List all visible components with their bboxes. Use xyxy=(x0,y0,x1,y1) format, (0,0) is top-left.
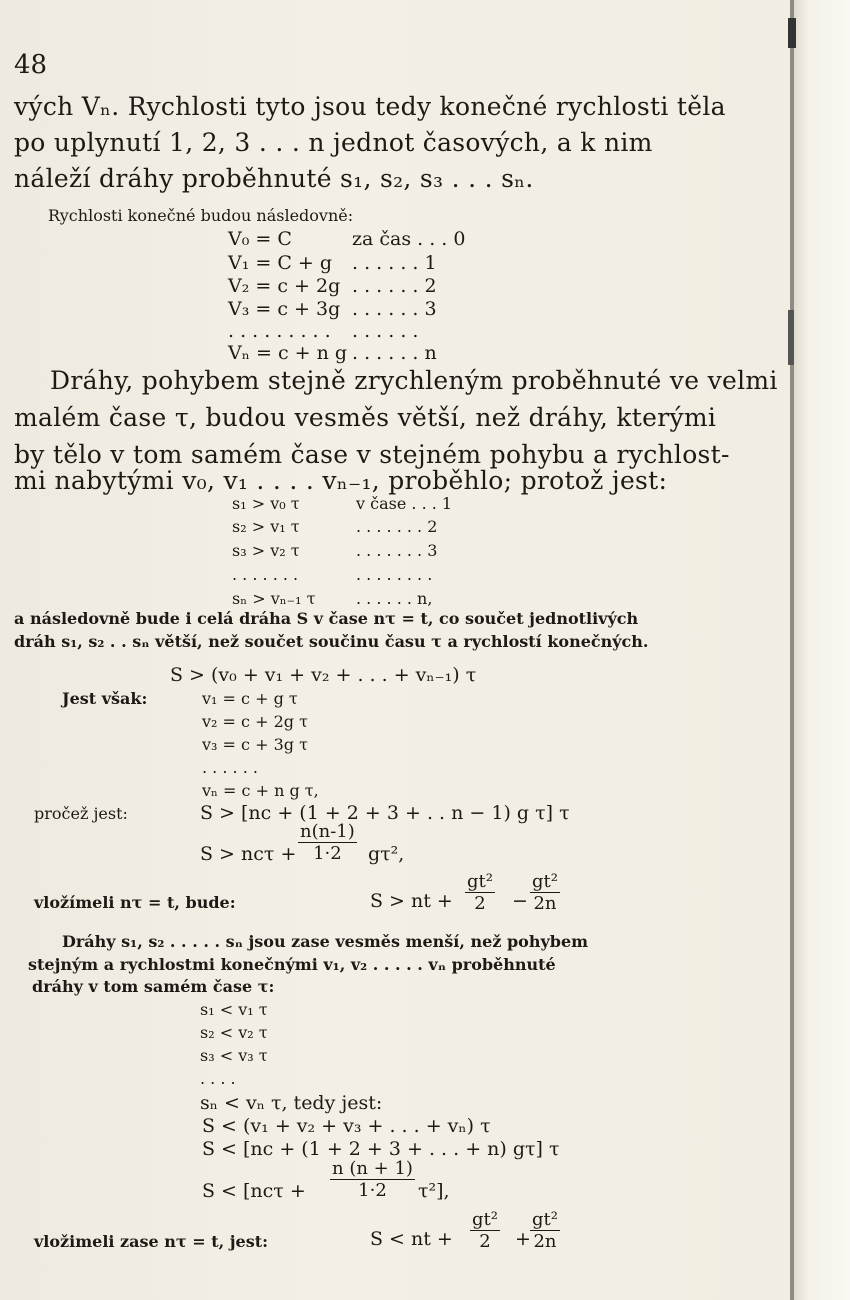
fraction xyxy=(470,1209,500,1252)
binding-mark xyxy=(788,18,796,48)
equation-lhs: S < nt + xyxy=(370,1228,453,1250)
sum-inequality: S > (v₀ + v₁ + v₂ + . . . + vₙ₋₁) τ xyxy=(170,664,477,686)
fraction xyxy=(330,1158,415,1201)
operator: − xyxy=(512,890,528,912)
text-line: a následovně bude i celá dráha S v čase nτ = t, co součet jednotlivých xyxy=(14,609,639,628)
fraction-lhs: S < [ncτ + xyxy=(202,1180,306,1202)
fraction xyxy=(465,871,495,914)
fraction xyxy=(530,1209,560,1252)
fraction-numerator: n(n-1) xyxy=(300,821,355,842)
fraction xyxy=(530,871,560,914)
velocity-eq: V₁ = C + g xyxy=(228,252,333,274)
inequality-eq: s₁ < v₁ τ xyxy=(200,1000,268,1019)
text-line: náleží dráhy proběhnuté s₁, s₂, s₃ . . . sₙ. xyxy=(14,164,534,193)
fraction-rhs: gτ², xyxy=(368,843,405,865)
velocity-time: . . . . . . xyxy=(352,320,419,342)
proto-equation: S > [nc + (1 + 2 + 3 + . . n − 1) g τ] τ xyxy=(200,802,570,824)
fraction-denominator: 2n xyxy=(533,1231,557,1252)
velocity-eq: . . . . . . . . . xyxy=(228,320,331,342)
text-line: po uplynutí 1, 2, 3 . . . n jednot časových, a k nim xyxy=(14,128,653,157)
fraction-numerator: gt² xyxy=(472,1209,498,1230)
velocity-eq: vₙ = c + n g τ, xyxy=(202,781,319,800)
fraction-numerator: gt² xyxy=(532,871,558,892)
inequality-time: . . . . . . . 2 xyxy=(356,517,438,536)
velocity-time: . . . . . . 1 xyxy=(352,252,437,274)
fraction-lhs: S > ncτ + xyxy=(200,843,297,865)
inequality-eq: s₃ > v₂ τ xyxy=(232,541,300,560)
fraction-denominator: 2n xyxy=(533,893,557,914)
text-line: Dráhy s₁, s₂ . . . . . sₙ jsou zase vesměs menší, než pohybem xyxy=(62,932,589,951)
equation-lhs: S > nt + xyxy=(370,890,453,912)
fraction-denominator: 2 xyxy=(474,893,486,914)
book-binding xyxy=(790,0,850,1300)
inequality-eq: sₙ < vₙ τ, tedy jest: xyxy=(200,1092,383,1114)
inequality-eq: s₂ > v₁ τ xyxy=(232,517,300,536)
inequality-time: . . . . . . . . xyxy=(356,565,433,584)
inequality-eq: . . . . xyxy=(200,1069,236,1088)
inequality-eq: sₙ > vₙ₋₁ τ xyxy=(232,589,316,608)
inequality-time: v čase . . . 1 xyxy=(356,494,453,513)
substitution-label: vložimeli zase nτ = t, jest: xyxy=(34,1232,269,1251)
proto-label: pročež jest: xyxy=(34,804,128,823)
inequality-time: . . . . . . . 3 xyxy=(356,541,438,560)
text-line: Dráhy, pohybem stejně zrychleným proběhnuté ve velmi xyxy=(50,366,778,395)
velocity-time: . . . . . . 3 xyxy=(352,298,437,320)
fraction-denominator: 1·2 xyxy=(358,1180,387,1201)
velocity-eq: V₀ = C xyxy=(228,228,292,250)
binding-spine xyxy=(790,0,794,1300)
page-number: 48 xyxy=(14,50,48,80)
fraction-denominator: 1·2 xyxy=(313,843,342,864)
velocity-eq: v₂ = c + 2g τ xyxy=(202,712,308,731)
velocity-eq: V₂ = c + 2g xyxy=(228,275,341,297)
text-line: stejným a rychlostmi konečnými v₁, v₂ . . . . . vₙ proběhnuté xyxy=(28,955,556,974)
fraction-numerator: gt² xyxy=(532,1209,558,1230)
text-line: malém čase τ, budou vesměs větší, než dráhy, kterými xyxy=(14,403,717,432)
velocity-eq: Vₙ = c + n g xyxy=(228,342,348,364)
inequality-eq: s₁ > v₀ τ xyxy=(232,494,300,513)
text-line: mi nabytými v₀, v₁ . . . . vₙ₋₁, proběhlo; protož jest: xyxy=(14,466,668,495)
fraction-rhs: τ²], xyxy=(418,1180,450,1202)
sum-inequality: S < (v₁ + v₂ + v₃ + . . . + vₙ) τ xyxy=(202,1115,491,1137)
fraction-numerator: n (n + 1) xyxy=(332,1158,413,1179)
sum-inequality: S < [nc + (1 + 2 + 3 + . . . + n) gτ] τ xyxy=(202,1138,560,1160)
fraction xyxy=(298,821,357,864)
binding-mark xyxy=(788,310,794,365)
velocity-eq: v₁ = c + g τ xyxy=(202,689,298,708)
velocity-time: za čas . . . 0 xyxy=(352,228,466,250)
fraction-numerator: gt² xyxy=(467,871,493,892)
operator: + xyxy=(515,1228,531,1250)
jest-vsak-label: Jest však: xyxy=(62,689,148,708)
text-line: vých Vₙ. Rychlosti tyto jsou tedy konečné rychlosti těla xyxy=(14,92,726,121)
velocity-intro: Rychlosti konečné budou následovně: xyxy=(48,206,354,225)
text-line: by tělo v tom samém čase v stejném pohybu a rychlost- xyxy=(14,440,730,469)
substitution-label: vložímeli nτ = t, bude: xyxy=(34,893,236,912)
inequality-eq: . . . . . . . xyxy=(232,565,299,584)
velocity-eq: v₃ = c + 3g τ xyxy=(202,735,308,754)
velocity-time: . . . . . . 2 xyxy=(352,275,437,297)
text-line: dráhy v tom samém čase τ: xyxy=(32,977,275,996)
fraction-denominator: 2 xyxy=(479,1231,491,1252)
velocity-time: . . . . . . n xyxy=(352,342,437,364)
text-line: dráh s₁, s₂ . . sₙ větší, než součet součinu času τ a rychlostí konečných. xyxy=(14,632,649,651)
velocity-eq: V₃ = c + 3g xyxy=(228,298,341,320)
inequality-time: . . . . . . n, xyxy=(356,589,433,608)
velocity-eq: . . . . . . xyxy=(202,758,258,777)
inequality-eq: s₃ < v₃ τ xyxy=(200,1046,268,1065)
inequality-eq: s₂ < v₂ τ xyxy=(200,1023,268,1042)
